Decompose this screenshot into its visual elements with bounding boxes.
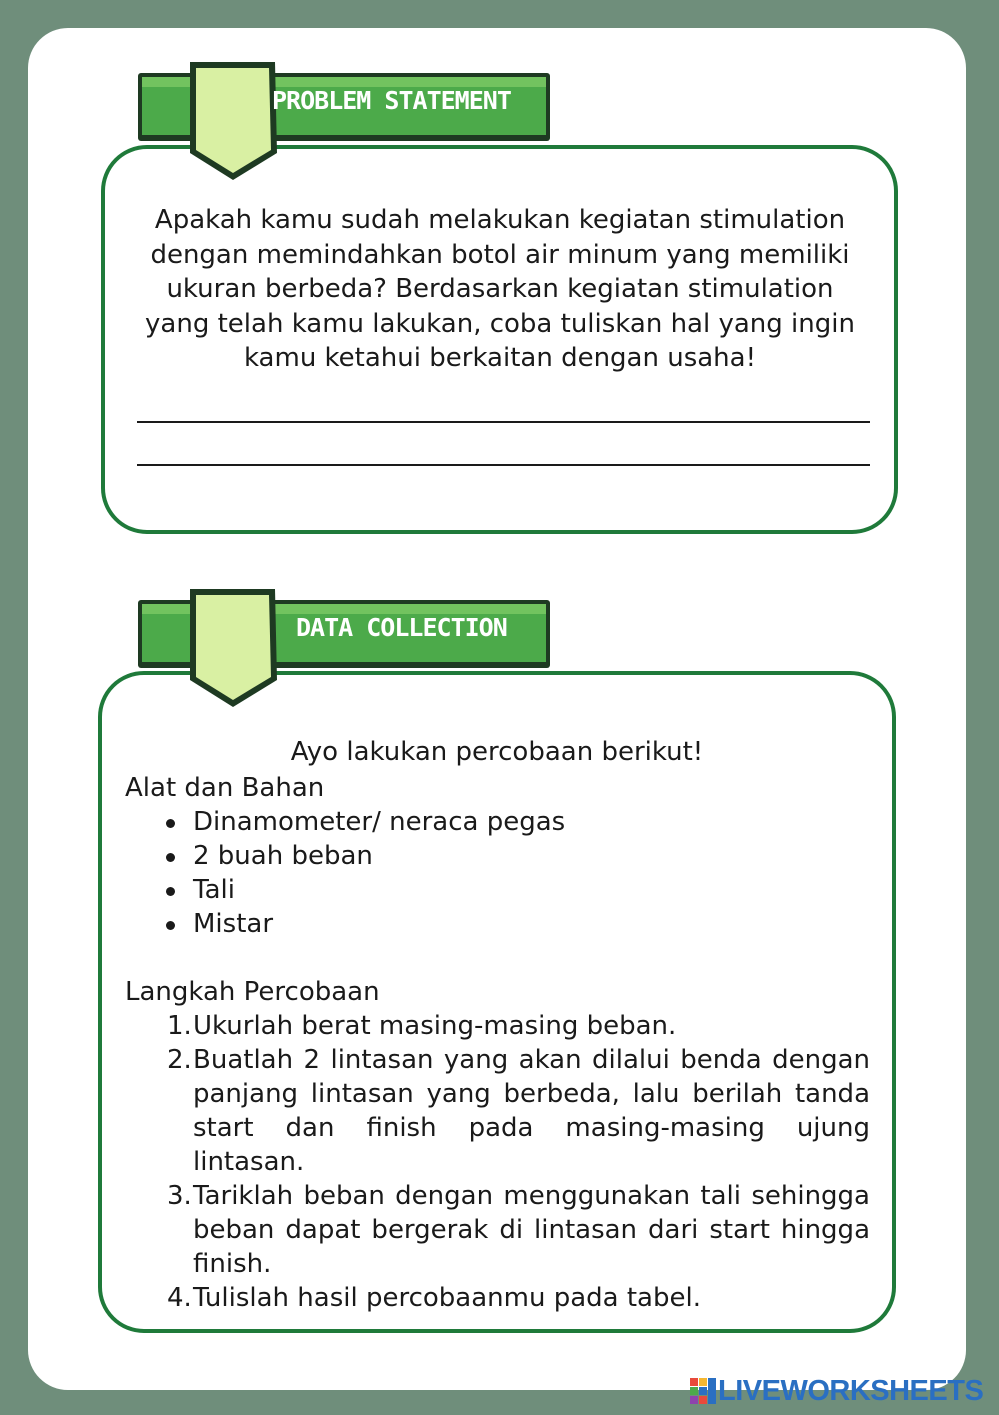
prompt-line: ukuran berbeda? Berdasarkan kegiatan stimulation: [166, 274, 834, 304]
banner-ribbon-graphic: [135, 58, 555, 188]
step-number: 4.: [167, 1283, 192, 1313]
data-collection-intro: Ayo lakukan percobaan berikut!: [290, 737, 704, 767]
prompt-line: yang telah kamu lakukan, coba tuliskan hal yang ingin: [145, 308, 855, 339]
step-text: Tariklah beban dengan menggunakan tali sehingga beban dapat bergerak di lintasan dari start hingga finish.: [193, 1181, 870, 1279]
prompt-line: dengan memindahkan botol air minum yang memiliki: [150, 239, 850, 270]
step-number: 3.: [167, 1181, 192, 1211]
banner-ribbon-graphic: [135, 585, 555, 715]
data-collection-title: DATA COLLECTION: [296, 613, 507, 642]
steps-list: [125, 1009, 870, 1315]
step-text: Ukurlah berat masing-masing beban.: [193, 1011, 677, 1041]
step-item: [125, 1009, 870, 1043]
prompt-line: Apakah kamu sudah melakukan kegiatan stimulation: [154, 205, 846, 235]
step-text: Tulislah hasil percobaanmu pada tabel.: [193, 1283, 701, 1313]
step-number: 1.: [167, 1011, 192, 1041]
problem-statement-prompt: [140, 203, 860, 376]
list-item: 2 buah beban: [125, 839, 565, 873]
step-number: 2.: [167, 1045, 192, 1075]
answer-line-1[interactable]: [137, 421, 870, 423]
answer-line-2[interactable]: [137, 464, 870, 466]
list-item: Mistar: [125, 907, 565, 941]
liveworksheets-logo-icon: [690, 1378, 716, 1404]
data-collection-banner: [135, 585, 555, 715]
step-text: Buatlah 2 lintasan yang akan dilalui benda dengan panjang lintasan yang berbeda, lalu berilah tanda start dan finish pada masing-masing ujung lintasan.: [193, 1045, 870, 1177]
problem-statement-title: PROBLEM STATEMENT: [272, 86, 511, 115]
steps-heading: Langkah Percobaan: [125, 977, 380, 1007]
liveworksheets-watermark: [690, 1375, 983, 1407]
list-item: Tali: [125, 873, 565, 907]
watermark-text: LIVEWORKSHEETS: [718, 1374, 984, 1407]
step-item: [125, 1179, 870, 1281]
step-item: [125, 1043, 870, 1179]
problem-statement-banner: [135, 58, 555, 188]
list-item: Dinamometer/ neraca pegas: [125, 805, 565, 839]
step-item: [125, 1281, 870, 1315]
materials-heading: Alat dan Bahan: [125, 773, 325, 803]
materials-list: [125, 805, 565, 941]
prompt-line: kamu ketahui berkaitan dengan usaha!: [243, 343, 757, 373]
